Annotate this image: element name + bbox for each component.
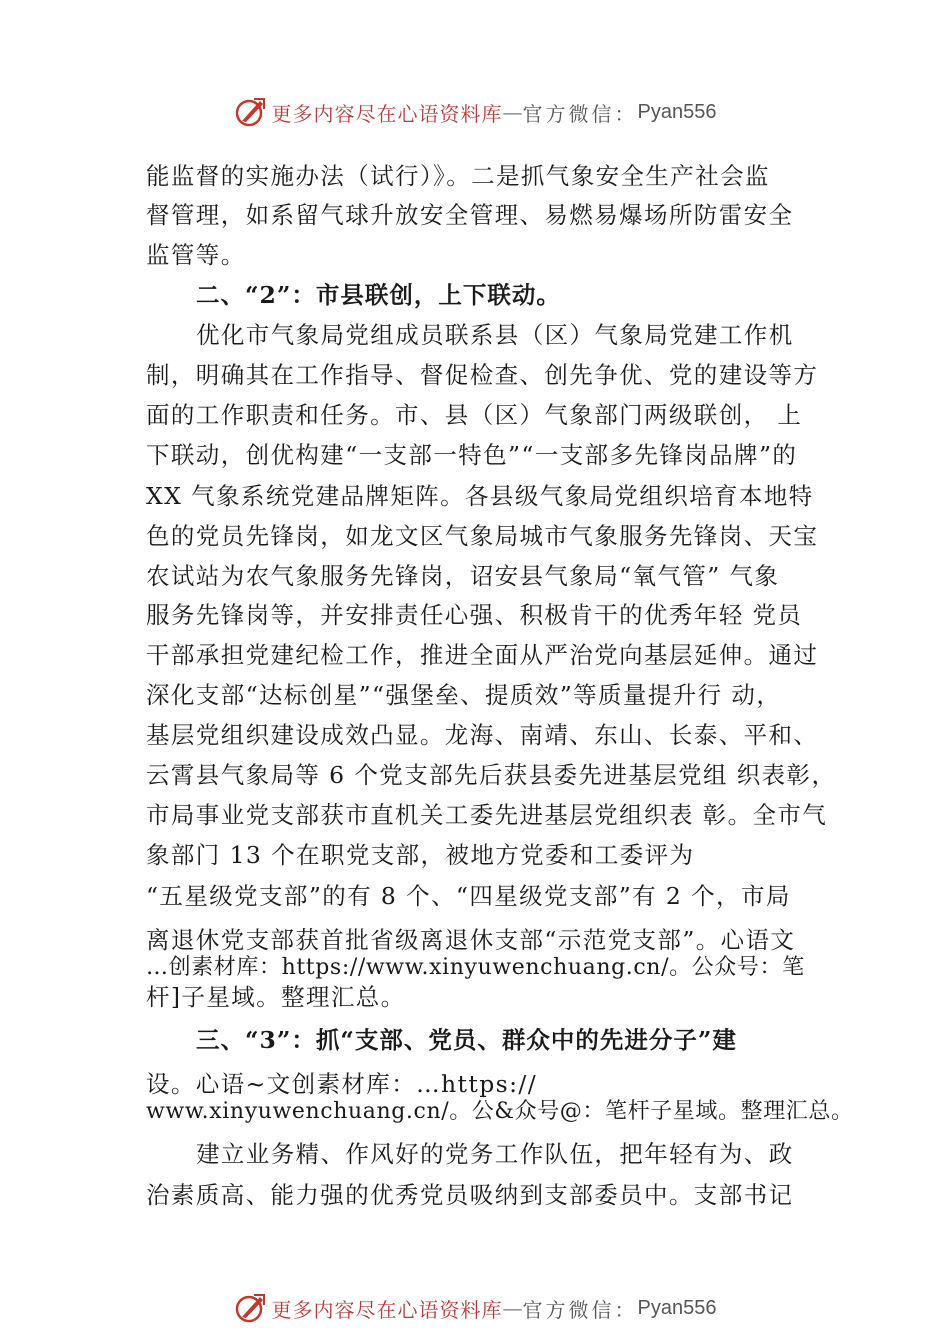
header-wechat-label: 官方微信： (522, 101, 638, 126)
body-line: 监管等。 (146, 241, 246, 269)
body-line: 制，明确其在工作指导、督促检查、创先争优、党的建设等方 (146, 361, 819, 389)
footer-wechat-id: Pyan556 (637, 1296, 717, 1319)
body-line: 市局事业党支部获市直机关工委先进基层党组织表 彰。全市气 (146, 801, 828, 829)
body-line: 基层党组织建设成效凸显。龙海、南靖、东山、长泰、平和、 (146, 721, 819, 749)
footer-banner (0, 1288, 950, 1328)
body-line: 色的党员先锋岗，如龙文区气象局城市气象服务先锋岗、天宝 (146, 522, 819, 550)
body-line: 农试站为农气象服务先锋岗，诏安县气象局“氧气管” 气象 (146, 562, 780, 590)
body-line: 下联动，创优构建“一支部一特色”“一支部多先锋岗品牌”的 (146, 441, 798, 469)
footer-wechat-label: 官方微信： (522, 1297, 638, 1322)
body-line: 干部承担党建纪检工作，推进全面从严治党向基层延伸。通过 (146, 641, 819, 669)
body-line: 深化支部“达标创星”“强堡垒、提质效”等质量提升行 动， (146, 681, 782, 709)
header-separator: — (502, 100, 523, 124)
body-line: 建立业务精、作风好的党务工作队伍，把年轻有为、政 (196, 1140, 794, 1168)
body-line: 云霄县气象局等 6 个党支部先后获县委先进基层党组 织表彰， (146, 761, 837, 789)
body-line: www.xinyuwenchuang.cn/。公&众号@：笔杆子星域。整理汇总。 (146, 1099, 854, 1124)
body-line: 离退休党支部获首批省级离退休支部“示范党支部”。心语文 (146, 926, 796, 954)
footer-site-name: 更多内容尽在心语资料库 (271, 1297, 503, 1322)
body-line: XX 气象系统党建品牌矩阵。各县级气象局党组织培育本地特 (146, 482, 814, 510)
quill-logo-icon (234, 1291, 268, 1325)
body-line: 治素质高、能力强的优秀党员吸纳到支部委员中。支部书记 (146, 1181, 794, 1209)
section-heading-3: 三、“3”：抓“支部、党员、群众中的先进分子”建 (196, 1026, 737, 1054)
body-line: 能监督的实施办法（试行）》。二是抓气象安全生产社会监 (146, 162, 770, 190)
body-line: 设。心语~文创素材库：…https:// (146, 1070, 538, 1098)
quill-logo-icon (234, 95, 268, 129)
body-line: 服务先锋岗等，并安排责任心强、积极肯干的优秀年轻 党员 (146, 601, 803, 629)
header-banner (0, 92, 950, 132)
header-wechat-id: Pyan556 (637, 100, 717, 123)
body-line: “五星级党支部”的有 8 个、“四星级党支部”有 2 个，市局 (146, 882, 791, 910)
body-line: …创素材库：https://www.xinyuwenchuang.cn/。公众号：笔 (146, 955, 805, 980)
body-line: 优化市气象局党组成员联系县（区）气象局党建工作机 (196, 321, 794, 349)
header-site-name: 更多内容尽在心语资料库 (271, 101, 503, 126)
body-line: 象部门 13 个在职党支部，被地方党委和工委评为 (146, 841, 695, 869)
body-line: 面的工作职责和任务。市、县（区）气象部门两级联创， 上 (146, 401, 803, 429)
footer-separator: — (502, 1296, 523, 1320)
body-line: 督管理，如系留气球升放安全管理、易燃易爆场所防雷安全 (146, 201, 794, 229)
section-heading-2: 二、“2”：市县联创，上下联动。 (196, 281, 561, 309)
body-line: 杆]子星域。整理汇总。 (146, 983, 406, 1011)
